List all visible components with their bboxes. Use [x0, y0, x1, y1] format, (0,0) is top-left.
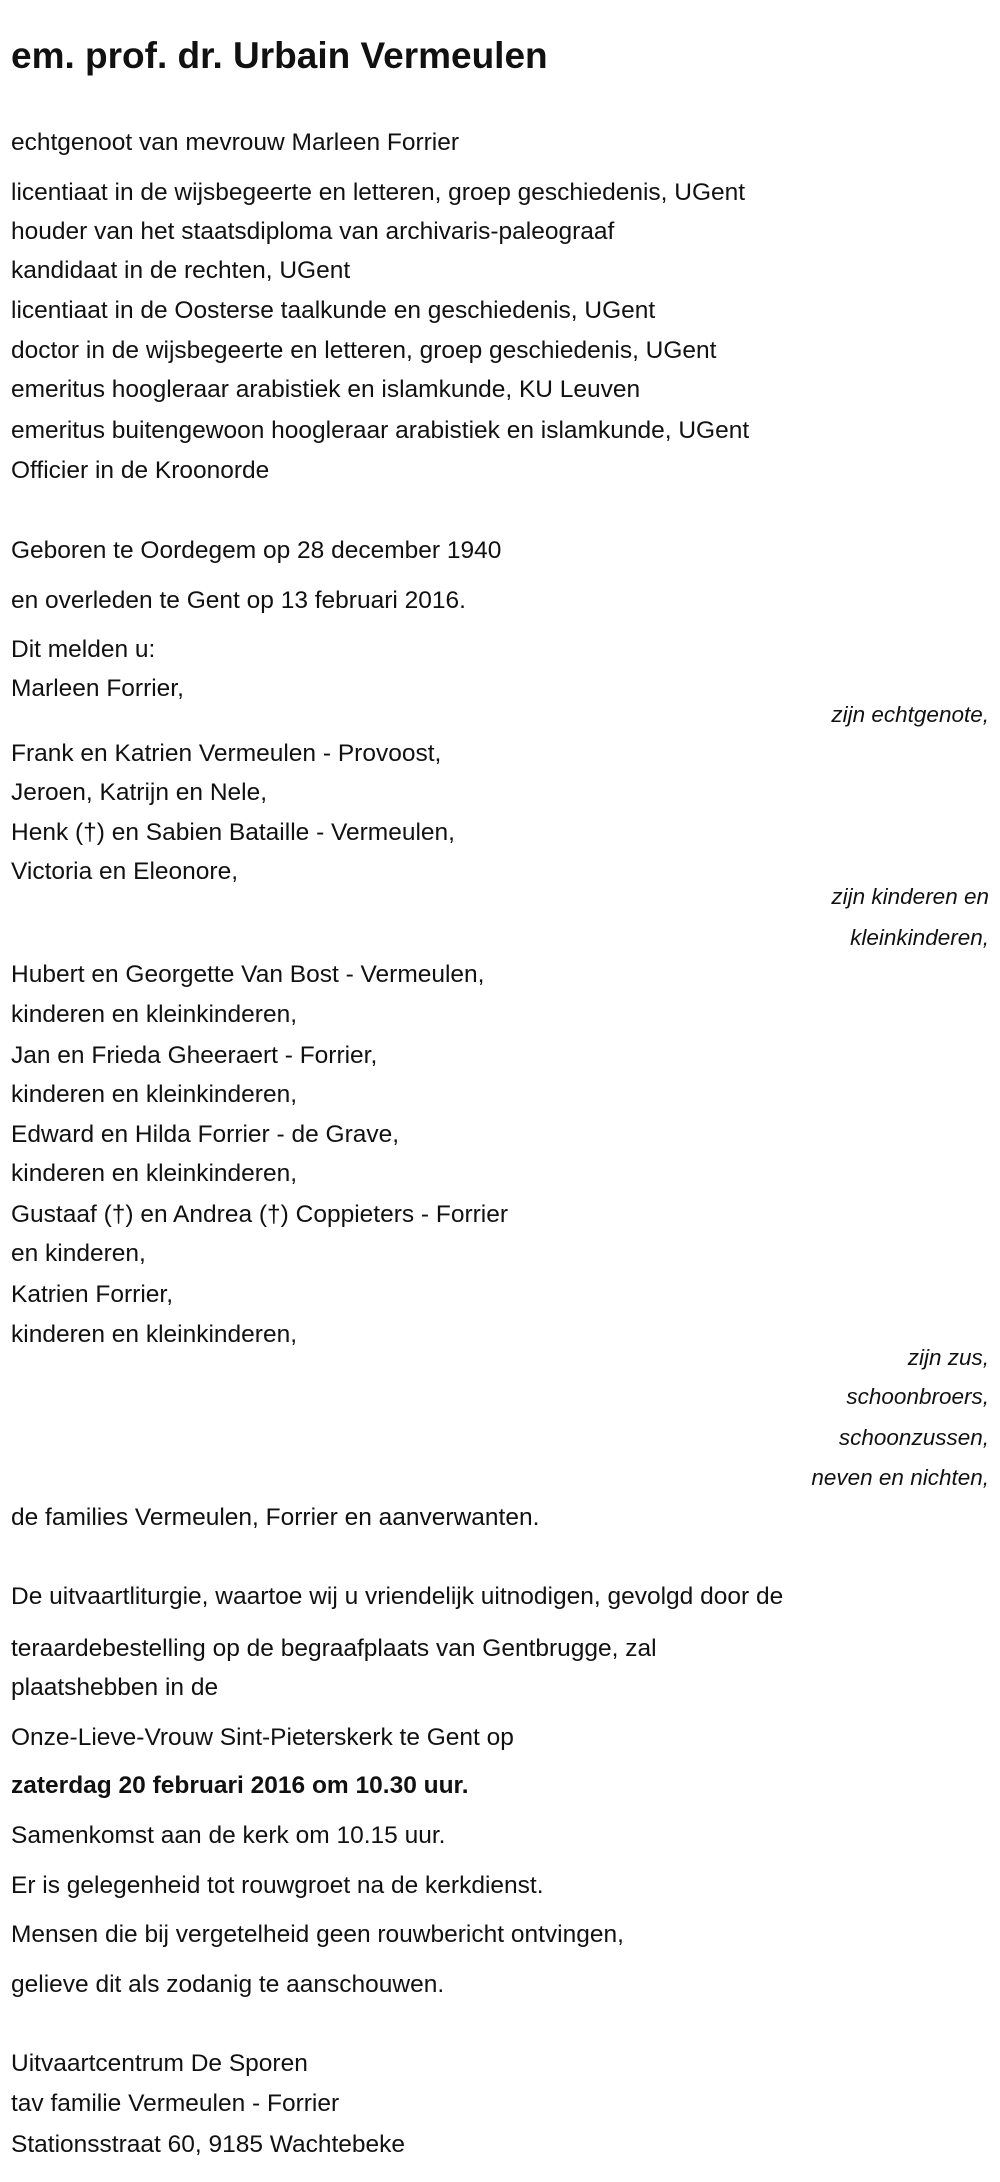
- text-line: kinderen en kleinkinderen,: [11, 1081, 298, 1108]
- text-line: echtgenoot van mevrouw Marleen Forrier: [11, 129, 460, 156]
- text-line: Victoria en Eleonore,: [11, 858, 238, 885]
- text-line: Frank en Katrien Vermeulen - Provoost,: [11, 740, 442, 767]
- text-line: licentiaat in de Oosterse taalkunde en geschiedenis, UGent: [11, 297, 656, 324]
- text-line: Stationsstraat 60, 9185 Wachtebeke: [11, 2131, 406, 2158]
- relation-label: kleinkinderen,: [850, 925, 989, 950]
- text-line: Hubert en Georgette Van Bost - Vermeulen,: [11, 961, 485, 988]
- text-line: kinderen en kleinkinderen,: [11, 1160, 298, 1187]
- text-line: Samenkomst aan de kerk om 10.15 uur.: [11, 1822, 446, 1849]
- text-line: en kinderen,: [11, 1240, 146, 1267]
- text-line: emeritus buitengewoon hoogleraar arabistiek en islamkunde, UGent: [11, 417, 750, 444]
- relation-label: zijn echtgenote,: [831, 702, 989, 727]
- page-title: em. prof. dr. Urbain Vermeulen: [11, 35, 548, 76]
- text-line: plaatshebben in de: [11, 1674, 219, 1701]
- text-line: Uitvaartcentrum De Sporen: [11, 2050, 308, 2077]
- text-line: Dit melden u:: [11, 636, 156, 663]
- text-line: De uitvaartliturgie, waartoe wij u vriendelijk uitnodigen, gevolgd door de: [11, 1583, 784, 1610]
- text-line: houder van het staatsdiploma van archivaris-paleograaf: [11, 218, 615, 245]
- text-line: kinderen en kleinkinderen,: [11, 1001, 298, 1028]
- text-line: kandidaat in de rechten, UGent: [11, 257, 351, 284]
- text-line: licentiaat in de wijsbegeerte en letteren, groep geschiedenis, UGent: [11, 179, 746, 206]
- text-line: en overleden te Gent op 13 februari 2016.: [11, 587, 466, 614]
- text-line: Officier in de Kroonorde: [11, 457, 270, 484]
- text-line: Er is gelegenheid tot rouwgroet na de kerkdienst.: [11, 1872, 544, 1899]
- text-line: Jeroen, Katrijn en Nele,: [11, 779, 268, 806]
- relation-label: zijn kinderen en: [831, 884, 989, 909]
- text-line: gelieve dit als zodanig te aanschouwen.: [11, 1971, 445, 1998]
- text-line: Geboren te Oordegem op 28 december 1940: [11, 537, 502, 564]
- text-line: de families Vermeulen, Forrier en aanverwanten.: [11, 1504, 540, 1531]
- text-line: Jan en Frieda Gheeraert - Forrier,: [11, 1042, 378, 1069]
- relation-label: neven en nichten,: [811, 1465, 989, 1490]
- text-line: Edward en Hilda Forrier - de Grave,: [11, 1121, 400, 1148]
- relation-label: zijn zus,: [907, 1345, 989, 1370]
- text-line: Gustaaf (†) en Andrea (†) Coppieters - Forrier: [11, 1201, 509, 1228]
- text-line: Marleen Forrier,: [11, 675, 184, 702]
- text-line: Onze-Lieve-Vrouw Sint-Pieterskerk te Gent op: [11, 1724, 514, 1751]
- text-line: zaterdag 20 februari 2016 om 10.30 uur.: [11, 1772, 469, 1799]
- text-line: doctor in de wijsbegeerte en letteren, groep geschiedenis, UGent: [11, 337, 717, 364]
- text-line: emeritus hoogleraar arabistiek en islamkunde, KU Leuven: [11, 376, 641, 403]
- text-line: kinderen en kleinkinderen,: [11, 1321, 298, 1348]
- text-line: Henk (†) en Sabien Bataille - Vermeulen,: [11, 819, 455, 846]
- relation-label: schoonbroers,: [846, 1384, 989, 1409]
- text-line: Mensen die bij vergetelheid geen rouwbericht ontvingen,: [11, 1921, 624, 1948]
- text-line: Katrien Forrier,: [11, 1281, 174, 1308]
- text-line: tav familie Vermeulen - Forrier: [11, 2090, 340, 2117]
- relation-label: schoonzussen,: [838, 1425, 989, 1450]
- text-line: teraardebestelling op de begraafplaats van Gentbrugge, zal: [11, 1635, 657, 1662]
